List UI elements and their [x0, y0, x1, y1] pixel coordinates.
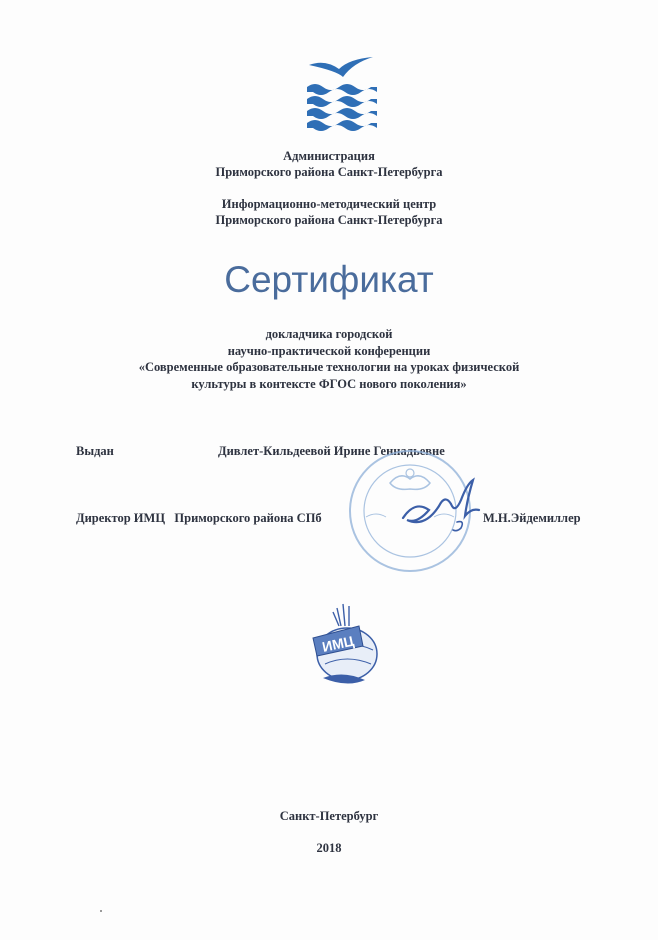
signature-icon	[395, 470, 485, 536]
recipient-name: Дивлет-Кильдеевой Ирине Геннадьевне	[218, 444, 445, 458]
subtitle-line-3: «Современные образовательные технологии на уроках физической	[138, 360, 520, 374]
signatory-title: Директор ИМЦ Приморского района СПб	[76, 511, 322, 525]
paper-speck	[100, 910, 102, 912]
imc-line-2: Приморского района Санкт-Петербурга	[215, 213, 443, 227]
certificate-subtitle	[0, 326, 658, 392]
imc-logo-text: ИМЦ	[320, 632, 356, 655]
imc-logo-icon	[303, 598, 385, 690]
signatory-name: М.Н.Эйдемиллер	[483, 511, 581, 525]
imc-heading	[0, 196, 658, 228]
issued-label: Выдан	[76, 444, 114, 458]
administration-heading	[0, 148, 658, 180]
certificate-title: Сертификат	[224, 259, 434, 300]
admin-line-1: Администрация	[283, 149, 375, 163]
subtitle-line-2: научно-практической конференции	[227, 343, 431, 358]
footer-year: 2018	[316, 841, 342, 855]
footer-city: Санкт-Петербург	[279, 809, 379, 823]
subtitle-line-4: культуры в контексте ФГОС нового поколения»	[191, 376, 467, 391]
admin-line-2: Приморского района Санкт-Петербурга	[215, 165, 443, 179]
district-emblem-icon	[303, 55, 381, 131]
subtitle-line-1: докладчика городской	[265, 327, 393, 341]
imc-line-1: Информационно-методический центр	[221, 197, 437, 211]
